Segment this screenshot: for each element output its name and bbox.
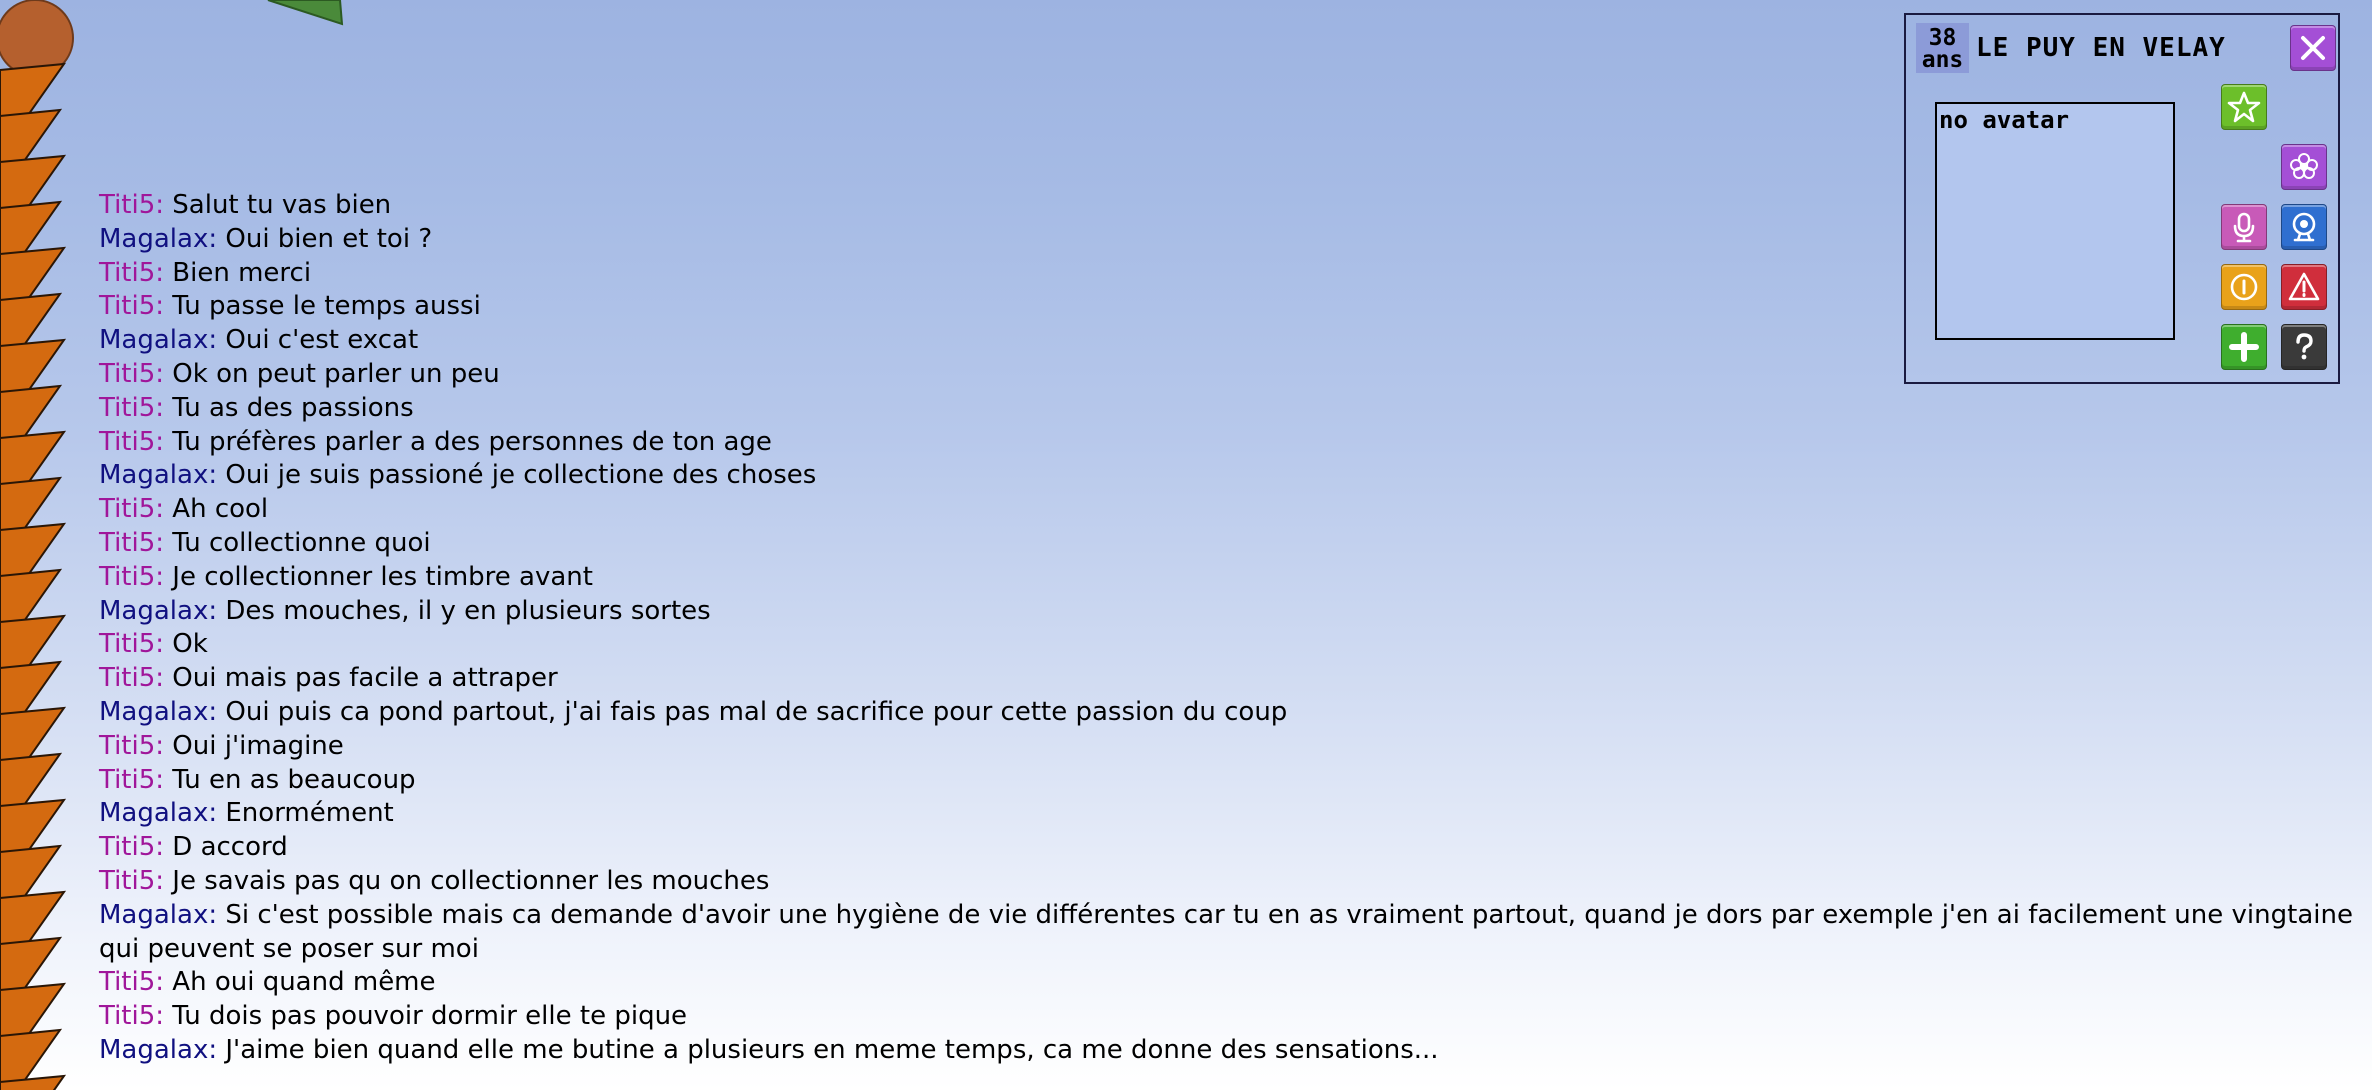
flower-button[interactable] [2281, 144, 2327, 190]
message-text: Ah oui quand même [172, 967, 436, 998]
webcam-icon [2287, 210, 2321, 244]
chat-message [99, 966, 2367, 1000]
message-author[interactable]: Titi5: [99, 663, 173, 694]
microphone-icon [2227, 210, 2261, 244]
webcam-button[interactable] [2281, 204, 2327, 250]
message-author[interactable]: Titi5: [99, 257, 173, 288]
message-text: Je collectionner les timbre avant [172, 561, 593, 592]
chat-message [99, 1000, 2367, 1034]
message-author[interactable]: Magalax: [99, 325, 226, 356]
message-text: Enormément [225, 798, 394, 829]
favorite-button[interactable] [2221, 84, 2267, 130]
message-text: Oui j'imagine [172, 730, 344, 761]
message-text: Salut tu vas bien [172, 190, 392, 220]
city-label: LE PUY EN VELAY [1976, 33, 2226, 63]
warning-icon [2287, 270, 2321, 304]
chat-message [99, 696, 2367, 730]
microphone-button[interactable] [2221, 204, 2267, 250]
message-text: Tu passe le temps aussi [172, 291, 481, 322]
message-author[interactable]: Titi5: [99, 629, 173, 660]
chat-message [99, 527, 2367, 561]
message-author[interactable]: Magalax: [99, 696, 226, 727]
info-button[interactable] [2221, 264, 2267, 310]
report-button[interactable] [2281, 264, 2327, 310]
message-text: Tu collectionne quoi [172, 527, 431, 558]
close-button[interactable] [2290, 25, 2336, 71]
close-icon [2296, 31, 2330, 65]
message-text: D accord [172, 832, 288, 863]
message-author[interactable]: Magalax: [99, 595, 226, 626]
message-text: Si c'est possible mais ca demande d'avoir une hygiène de vie différentes car tu en as vraiment partout, quand je dors par exemple j'en ai facilement une vingtaine qui peuvent se poser sur moi [99, 899, 2353, 964]
chat-message [99, 831, 2367, 865]
message-author[interactable]: Titi5: [99, 561, 173, 592]
message-author[interactable]: Magalax: [99, 1034, 226, 1065]
chat-message [99, 899, 2367, 967]
message-text: Tu en as beaucoup [172, 764, 416, 795]
message-text: Tu préfères parler a des personnes de ton age [172, 426, 772, 457]
message-author[interactable]: Titi5: [99, 190, 173, 220]
avatar [1935, 102, 2175, 340]
message-author[interactable]: Titi5: [99, 494, 173, 525]
message-author[interactable]: Titi5: [99, 865, 173, 896]
chat-message [99, 493, 2367, 527]
chat-message [99, 595, 2367, 629]
message-text: Je savais pas qu on collectionner les mouches [172, 865, 770, 896]
question-icon [2287, 330, 2321, 364]
message-text: Oui mais pas facile a attraper [172, 663, 558, 694]
message-author[interactable]: Titi5: [99, 832, 173, 863]
message-text: Des mouches, il y en plusieurs sortes [225, 595, 711, 626]
message-text: Oui c'est excat [225, 325, 419, 356]
message-text: Ok [172, 629, 208, 660]
age-badge [1916, 23, 1969, 73]
user-profile-panel [1904, 13, 2340, 384]
message-author[interactable]: Magalax: [99, 460, 226, 491]
message-text: Ah cool [172, 494, 269, 525]
message-author[interactable]: Magalax: [99, 798, 226, 829]
chat-message [99, 459, 2367, 493]
flower-icon [2287, 150, 2321, 184]
chat-message [99, 561, 2367, 595]
message-text: Tu dois pas pouvoir dormir elle te pique [172, 1001, 688, 1032]
message-text: Oui je suis passioné je collectione des choses [225, 460, 817, 491]
help-button[interactable] [2281, 324, 2327, 370]
message-author[interactable]: Titi5: [99, 392, 173, 423]
info-icon [2227, 270, 2261, 304]
palm-trunk [0, 64, 64, 1090]
message-author[interactable]: Titi5: [99, 730, 173, 761]
avatar-placeholder-text: no avatar [1939, 106, 2070, 134]
message-author[interactable]: Titi5: [99, 527, 173, 558]
chat-message [99, 1034, 2367, 1068]
plus-icon [2227, 330, 2261, 364]
message-text: Bien merci [172, 257, 312, 288]
message-author[interactable]: Titi5: [99, 358, 173, 389]
chat-message [99, 730, 2367, 764]
message-author[interactable]: Titi5: [99, 764, 173, 795]
add-contact-button[interactable] [2221, 324, 2267, 370]
message-author[interactable]: Titi5: [99, 291, 173, 322]
message-author[interactable]: Titi5: [99, 426, 173, 457]
age-number: 38 [1928, 25, 1957, 51]
chat-message [99, 764, 2367, 798]
age-unit: ans [1921, 47, 1964, 73]
chat-message [99, 865, 2367, 899]
message-text: Oui puis ca pond partout, j'ai fais pas mal de sacrifice pour cette passion du coup [225, 696, 1288, 727]
chat-message [99, 426, 2367, 460]
message-author[interactable]: Magalax: [99, 899, 226, 930]
chat-message [99, 628, 2367, 662]
message-author[interactable]: Magalax: [99, 223, 226, 254]
message-text: J'aime bien quand elle me butine a plusieurs en meme temps, ca me donne des sensations... [225, 1034, 1439, 1065]
chat-message [99, 392, 2367, 426]
message-author[interactable]: Titi5: [99, 967, 173, 998]
message-author[interactable]: Titi5: [99, 1001, 173, 1032]
message-text: Oui bien et toi ? [225, 223, 433, 254]
chat-message [99, 662, 2367, 696]
message-text: Ok on peut parler un peu [172, 358, 500, 389]
message-text: Tu as des passions [172, 392, 414, 423]
chat-message [99, 797, 2367, 831]
star-icon [2227, 90, 2261, 124]
